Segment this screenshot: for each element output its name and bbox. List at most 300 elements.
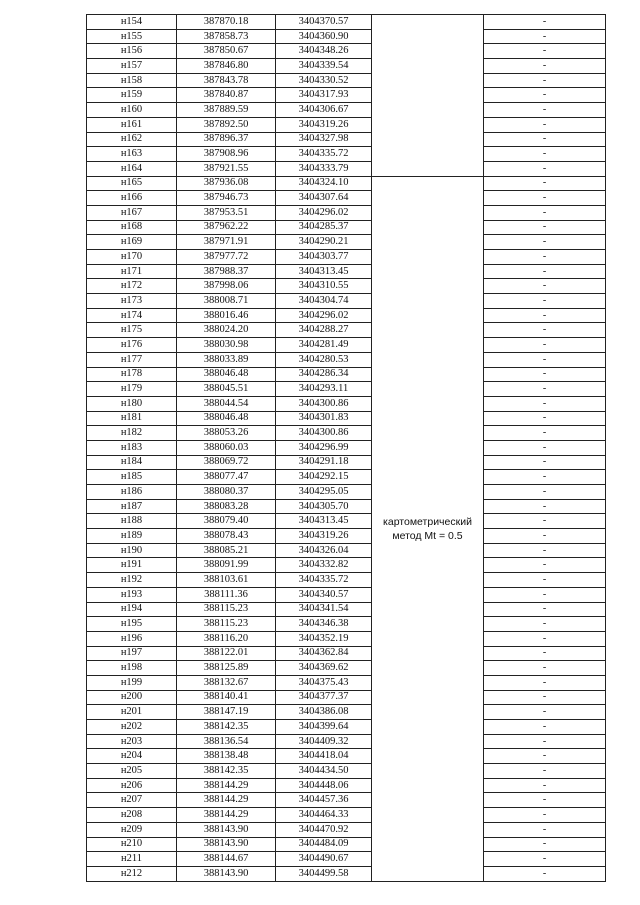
table-row [87,161,606,176]
extra-value-cell: - [484,15,606,30]
y-coordinate-cell: 3404399.64 [276,720,372,735]
extra-value-cell: - [484,661,606,676]
point-name-cell: н155 [87,29,177,44]
x-coordinate-cell: 388115.23 [177,602,276,617]
table-row [87,132,606,147]
y-coordinate-cell: 3404332.82 [276,558,372,573]
table-row [87,587,606,602]
point-name-cell: н199 [87,675,177,690]
point-name-cell: н206 [87,778,177,793]
x-coordinate-cell: 388115.23 [177,617,276,632]
y-coordinate-cell: 3404281.49 [276,338,372,353]
x-coordinate-cell: 387892.50 [177,117,276,132]
extra-value-cell: - [484,147,606,162]
y-coordinate-cell: 3404333.79 [276,161,372,176]
point-name-cell: н172 [87,279,177,294]
x-coordinate-cell: 388136.54 [177,734,276,749]
y-coordinate-cell: 3404285.37 [276,220,372,235]
x-coordinate-cell: 387998.06 [177,279,276,294]
table-row [87,470,606,485]
table-row [87,646,606,661]
y-coordinate-cell: 3404457.36 [276,793,372,808]
point-name-cell: н162 [87,132,177,147]
extra-value-cell: - [484,675,606,690]
point-name-cell: н183 [87,440,177,455]
table-row [87,147,606,162]
extra-value-cell: - [484,426,606,441]
y-coordinate-cell: 3404306.67 [276,103,372,118]
y-coordinate-cell: 3404326.04 [276,543,372,558]
x-coordinate-cell: 388016.46 [177,308,276,323]
method-accuracy: метод Mt = 0.5 [392,529,463,542]
table-row [87,631,606,646]
x-coordinate-cell: 388046.48 [177,411,276,426]
extra-value-cell: - [484,176,606,191]
extra-value-cell: - [484,29,606,44]
point-name-cell: н164 [87,161,177,176]
table-row [87,866,606,881]
extra-value-cell: - [484,440,606,455]
x-coordinate-cell: 387840.87 [177,88,276,103]
table-row [87,88,606,103]
x-coordinate-cell: 388024.20 [177,323,276,338]
x-coordinate-cell: 388085.21 [177,543,276,558]
table-row [87,734,606,749]
y-coordinate-cell: 3404499.58 [276,866,372,881]
x-coordinate-cell: 387870.18 [177,15,276,30]
table-row [87,205,606,220]
point-name-cell: н161 [87,117,177,132]
point-name-cell: н156 [87,44,177,59]
point-name-cell: н154 [87,15,177,30]
y-coordinate-cell: 3404296.99 [276,440,372,455]
extra-value-cell: - [484,822,606,837]
y-coordinate-cell: 3404375.43 [276,675,372,690]
extra-value-cell: - [484,88,606,103]
x-coordinate-cell: 387946.73 [177,191,276,206]
table-row [87,720,606,735]
extra-value-cell: - [484,852,606,867]
y-coordinate-cell: 3404300.86 [276,396,372,411]
y-coordinate-cell: 3404324.10 [276,176,372,191]
table-row [87,294,606,309]
extra-value-cell: - [484,191,606,206]
table-row [87,44,606,59]
extra-value-cell: - [484,103,606,118]
x-coordinate-cell: 387908.96 [177,147,276,162]
point-name-cell: н174 [87,308,177,323]
method-cell-empty [372,15,484,177]
y-coordinate-cell: 3404296.02 [276,205,372,220]
y-coordinate-cell: 3404370.57 [276,15,372,30]
y-coordinate-cell: 3404280.53 [276,352,372,367]
point-name-cell: н203 [87,734,177,749]
x-coordinate-cell: 388144.29 [177,778,276,793]
extra-value-cell: - [484,617,606,632]
y-coordinate-cell: 3404310.55 [276,279,372,294]
point-name-cell: н208 [87,808,177,823]
table-row [87,235,606,250]
extra-value-cell: - [484,558,606,573]
x-coordinate-cell: 387971.91 [177,235,276,250]
point-name-cell: н212 [87,866,177,881]
point-name-cell: н190 [87,543,177,558]
point-name-cell: н176 [87,338,177,353]
table-row [87,558,606,573]
coordinates-table-body [87,15,606,882]
point-name-cell: н197 [87,646,177,661]
point-name-cell: н200 [87,690,177,705]
y-coordinate-cell: 3404317.93 [276,88,372,103]
x-coordinate-cell: 388033.89 [177,352,276,367]
extra-value-cell: - [484,323,606,338]
extra-value-cell: - [484,338,606,353]
point-name-cell: н173 [87,294,177,309]
point-name-cell: н210 [87,837,177,852]
x-coordinate-cell: 387843.78 [177,73,276,88]
x-coordinate-cell: 388053.26 [177,426,276,441]
y-coordinate-cell: 3404327.98 [276,132,372,147]
y-coordinate-cell: 3404409.32 [276,734,372,749]
table-row [87,749,606,764]
table-row [87,279,606,294]
x-coordinate-cell: 388079.40 [177,514,276,529]
point-name-cell: н160 [87,103,177,118]
point-name-cell: н189 [87,529,177,544]
table-row [87,117,606,132]
point-name-cell: н158 [87,73,177,88]
table-row [87,396,606,411]
x-coordinate-cell: 387896.37 [177,132,276,147]
coordinates-table [86,14,606,882]
y-coordinate-cell: 3404470.92 [276,822,372,837]
extra-value-cell: - [484,367,606,382]
table-row [87,514,606,529]
x-coordinate-cell: 388143.90 [177,837,276,852]
y-coordinate-cell: 3404295.05 [276,485,372,500]
y-coordinate-cell: 3404290.21 [276,235,372,250]
y-coordinate-cell: 3404346.38 [276,617,372,632]
table-row [87,485,606,500]
method-cell [372,176,484,881]
y-coordinate-cell: 3404339.54 [276,59,372,74]
y-coordinate-cell: 3404305.70 [276,499,372,514]
y-coordinate-cell: 3404303.77 [276,250,372,265]
table-row [87,367,606,382]
extra-value-cell: - [484,778,606,793]
table-row [87,675,606,690]
table-row [87,778,606,793]
point-name-cell: н169 [87,235,177,250]
point-name-cell: н195 [87,617,177,632]
x-coordinate-cell: 388144.67 [177,852,276,867]
x-coordinate-cell: 387858.73 [177,29,276,44]
table-row [87,852,606,867]
extra-value-cell: - [484,382,606,397]
table-row [87,191,606,206]
table-row [87,323,606,338]
y-coordinate-cell: 3404490.67 [276,852,372,867]
table-row [87,602,606,617]
point-name-cell: н186 [87,485,177,500]
y-coordinate-cell: 3404313.45 [276,514,372,529]
y-coordinate-cell: 3404319.26 [276,117,372,132]
x-coordinate-cell: 388125.89 [177,661,276,676]
extra-value-cell: - [484,250,606,265]
table-row [87,73,606,88]
point-name-cell: н209 [87,822,177,837]
y-coordinate-cell: 3404301.83 [276,411,372,426]
point-name-cell: н196 [87,631,177,646]
point-name-cell: н188 [87,514,177,529]
extra-value-cell: - [484,44,606,59]
x-coordinate-cell: 388143.90 [177,822,276,837]
extra-value-cell: - [484,352,606,367]
x-coordinate-cell: 387988.37 [177,264,276,279]
extra-value-cell: - [484,764,606,779]
x-coordinate-cell: 388111.36 [177,587,276,602]
y-coordinate-cell: 3404288.27 [276,323,372,338]
point-name-cell: н170 [87,250,177,265]
point-name-cell: н185 [87,470,177,485]
x-coordinate-cell: 387936.08 [177,176,276,191]
x-coordinate-cell: 388045.51 [177,382,276,397]
table-row [87,440,606,455]
x-coordinate-cell: 388143.90 [177,866,276,881]
point-name-cell: н167 [87,205,177,220]
table-row [87,382,606,397]
x-coordinate-cell: 388138.48 [177,749,276,764]
x-coordinate-cell: 388142.35 [177,720,276,735]
table-row [87,426,606,441]
y-coordinate-cell: 3404319.26 [276,529,372,544]
extra-value-cell: - [484,411,606,426]
point-name-cell: н184 [87,455,177,470]
table-row [87,617,606,632]
extra-value-cell: - [484,690,606,705]
x-coordinate-cell: 387953.51 [177,205,276,220]
x-coordinate-cell: 387889.59 [177,103,276,118]
x-coordinate-cell: 387846.80 [177,59,276,74]
table-row [87,264,606,279]
y-coordinate-cell: 3404377.37 [276,690,372,705]
y-coordinate-cell: 3404304.74 [276,294,372,309]
extra-value-cell: - [484,837,606,852]
point-name-cell: н205 [87,764,177,779]
method-label: картометрический [383,515,472,528]
extra-value-cell: - [484,749,606,764]
x-coordinate-cell: 388080.37 [177,485,276,500]
extra-value-cell: - [484,455,606,470]
extra-value-cell: - [484,543,606,558]
extra-value-cell: - [484,294,606,309]
point-name-cell: н202 [87,720,177,735]
table-row [87,808,606,823]
y-coordinate-cell: 3404335.72 [276,573,372,588]
x-coordinate-cell: 388077.47 [177,470,276,485]
extra-value-cell: - [484,587,606,602]
table-row [87,15,606,30]
table-row [87,793,606,808]
point-name-cell: н182 [87,426,177,441]
table-row [87,822,606,837]
extra-value-cell: - [484,59,606,74]
extra-value-cell: - [484,705,606,720]
extra-value-cell: - [484,514,606,529]
x-coordinate-cell: 388008.71 [177,294,276,309]
extra-value-cell: - [484,808,606,823]
extra-value-cell: - [484,602,606,617]
x-coordinate-cell: 387962.22 [177,220,276,235]
table-row [87,176,606,191]
extra-value-cell: - [484,793,606,808]
extra-value-cell: - [484,235,606,250]
point-name-cell: н187 [87,499,177,514]
point-name-cell: н178 [87,367,177,382]
y-coordinate-cell: 3404362.84 [276,646,372,661]
table-row [87,705,606,720]
x-coordinate-cell: 388030.98 [177,338,276,353]
y-coordinate-cell: 3404434.50 [276,764,372,779]
point-name-cell: н166 [87,191,177,206]
point-name-cell: н168 [87,220,177,235]
x-coordinate-cell: 388122.01 [177,646,276,661]
table-row [87,250,606,265]
y-coordinate-cell: 3404360.90 [276,29,372,44]
extra-value-cell: - [484,734,606,749]
extra-value-cell: - [484,720,606,735]
y-coordinate-cell: 3404348.26 [276,44,372,59]
x-coordinate-cell: 388142.35 [177,764,276,779]
x-coordinate-cell: 387921.55 [177,161,276,176]
x-coordinate-cell: 388116.20 [177,631,276,646]
y-coordinate-cell: 3404291.18 [276,455,372,470]
table-row [87,352,606,367]
point-name-cell: н191 [87,558,177,573]
extra-value-cell: - [484,161,606,176]
point-name-cell: н157 [87,59,177,74]
extra-value-cell: - [484,396,606,411]
table-row [87,103,606,118]
y-coordinate-cell: 3404352.19 [276,631,372,646]
table-row [87,543,606,558]
extra-value-cell: - [484,73,606,88]
point-name-cell: н194 [87,602,177,617]
point-name-cell: н175 [87,323,177,338]
extra-value-cell: - [484,485,606,500]
y-coordinate-cell: 3404300.86 [276,426,372,441]
table-row [87,29,606,44]
table-row [87,529,606,544]
table-row [87,308,606,323]
y-coordinate-cell: 3404313.45 [276,264,372,279]
x-coordinate-cell: 388078.43 [177,529,276,544]
extra-value-cell: - [484,529,606,544]
extra-value-cell: - [484,866,606,881]
x-coordinate-cell: 388132.67 [177,675,276,690]
point-name-cell: н165 [87,176,177,191]
x-coordinate-cell: 388147.19 [177,705,276,720]
y-coordinate-cell: 3404335.72 [276,147,372,162]
table-row [87,764,606,779]
point-name-cell: н179 [87,382,177,397]
extra-value-cell: - [484,631,606,646]
y-coordinate-cell: 3404296.02 [276,308,372,323]
point-name-cell: н171 [87,264,177,279]
table-row [87,837,606,852]
y-coordinate-cell: 3404386.08 [276,705,372,720]
point-name-cell: н180 [87,396,177,411]
point-name-cell: н204 [87,749,177,764]
x-coordinate-cell: 387850.67 [177,44,276,59]
point-name-cell: н193 [87,587,177,602]
y-coordinate-cell: 3404369.62 [276,661,372,676]
y-coordinate-cell: 3404341.54 [276,602,372,617]
y-coordinate-cell: 3404307.64 [276,191,372,206]
point-name-cell: н198 [87,661,177,676]
y-coordinate-cell: 3404292.15 [276,470,372,485]
table-row [87,59,606,74]
y-coordinate-cell: 3404293.11 [276,382,372,397]
x-coordinate-cell: 388140.41 [177,690,276,705]
x-coordinate-cell: 388044.54 [177,396,276,411]
x-coordinate-cell: 388091.99 [177,558,276,573]
x-coordinate-cell: 387977.72 [177,250,276,265]
x-coordinate-cell: 388103.61 [177,573,276,588]
y-coordinate-cell: 3404484.09 [276,837,372,852]
x-coordinate-cell: 388144.29 [177,808,276,823]
table-row [87,220,606,235]
extra-value-cell: - [484,117,606,132]
point-name-cell: н159 [87,88,177,103]
x-coordinate-cell: 388060.03 [177,440,276,455]
y-coordinate-cell: 3404340.57 [276,587,372,602]
y-coordinate-cell: 3404418.04 [276,749,372,764]
table-row [87,573,606,588]
extra-value-cell: - [484,220,606,235]
extra-value-cell: - [484,132,606,147]
point-name-cell: н211 [87,852,177,867]
extra-value-cell: - [484,646,606,661]
y-coordinate-cell: 3404448.06 [276,778,372,793]
x-coordinate-cell: 388083.28 [177,499,276,514]
table-row [87,455,606,470]
table-row [87,661,606,676]
table-row [87,690,606,705]
table-row [87,499,606,514]
point-name-cell: н177 [87,352,177,367]
x-coordinate-cell: 388069.72 [177,455,276,470]
extra-value-cell: - [484,264,606,279]
y-coordinate-cell: 3404464.33 [276,808,372,823]
point-name-cell: н192 [87,573,177,588]
extra-value-cell: - [484,573,606,588]
point-name-cell: н181 [87,411,177,426]
table-row [87,338,606,353]
x-coordinate-cell: 388144.29 [177,793,276,808]
extra-value-cell: - [484,279,606,294]
extra-value-cell: - [484,470,606,485]
y-coordinate-cell: 3404330.52 [276,73,372,88]
point-name-cell: н201 [87,705,177,720]
table-row [87,411,606,426]
x-coordinate-cell: 388046.48 [177,367,276,382]
extra-value-cell: - [484,308,606,323]
extra-value-cell: - [484,205,606,220]
y-coordinate-cell: 3404286.34 [276,367,372,382]
point-name-cell: н207 [87,793,177,808]
point-name-cell: н163 [87,147,177,162]
